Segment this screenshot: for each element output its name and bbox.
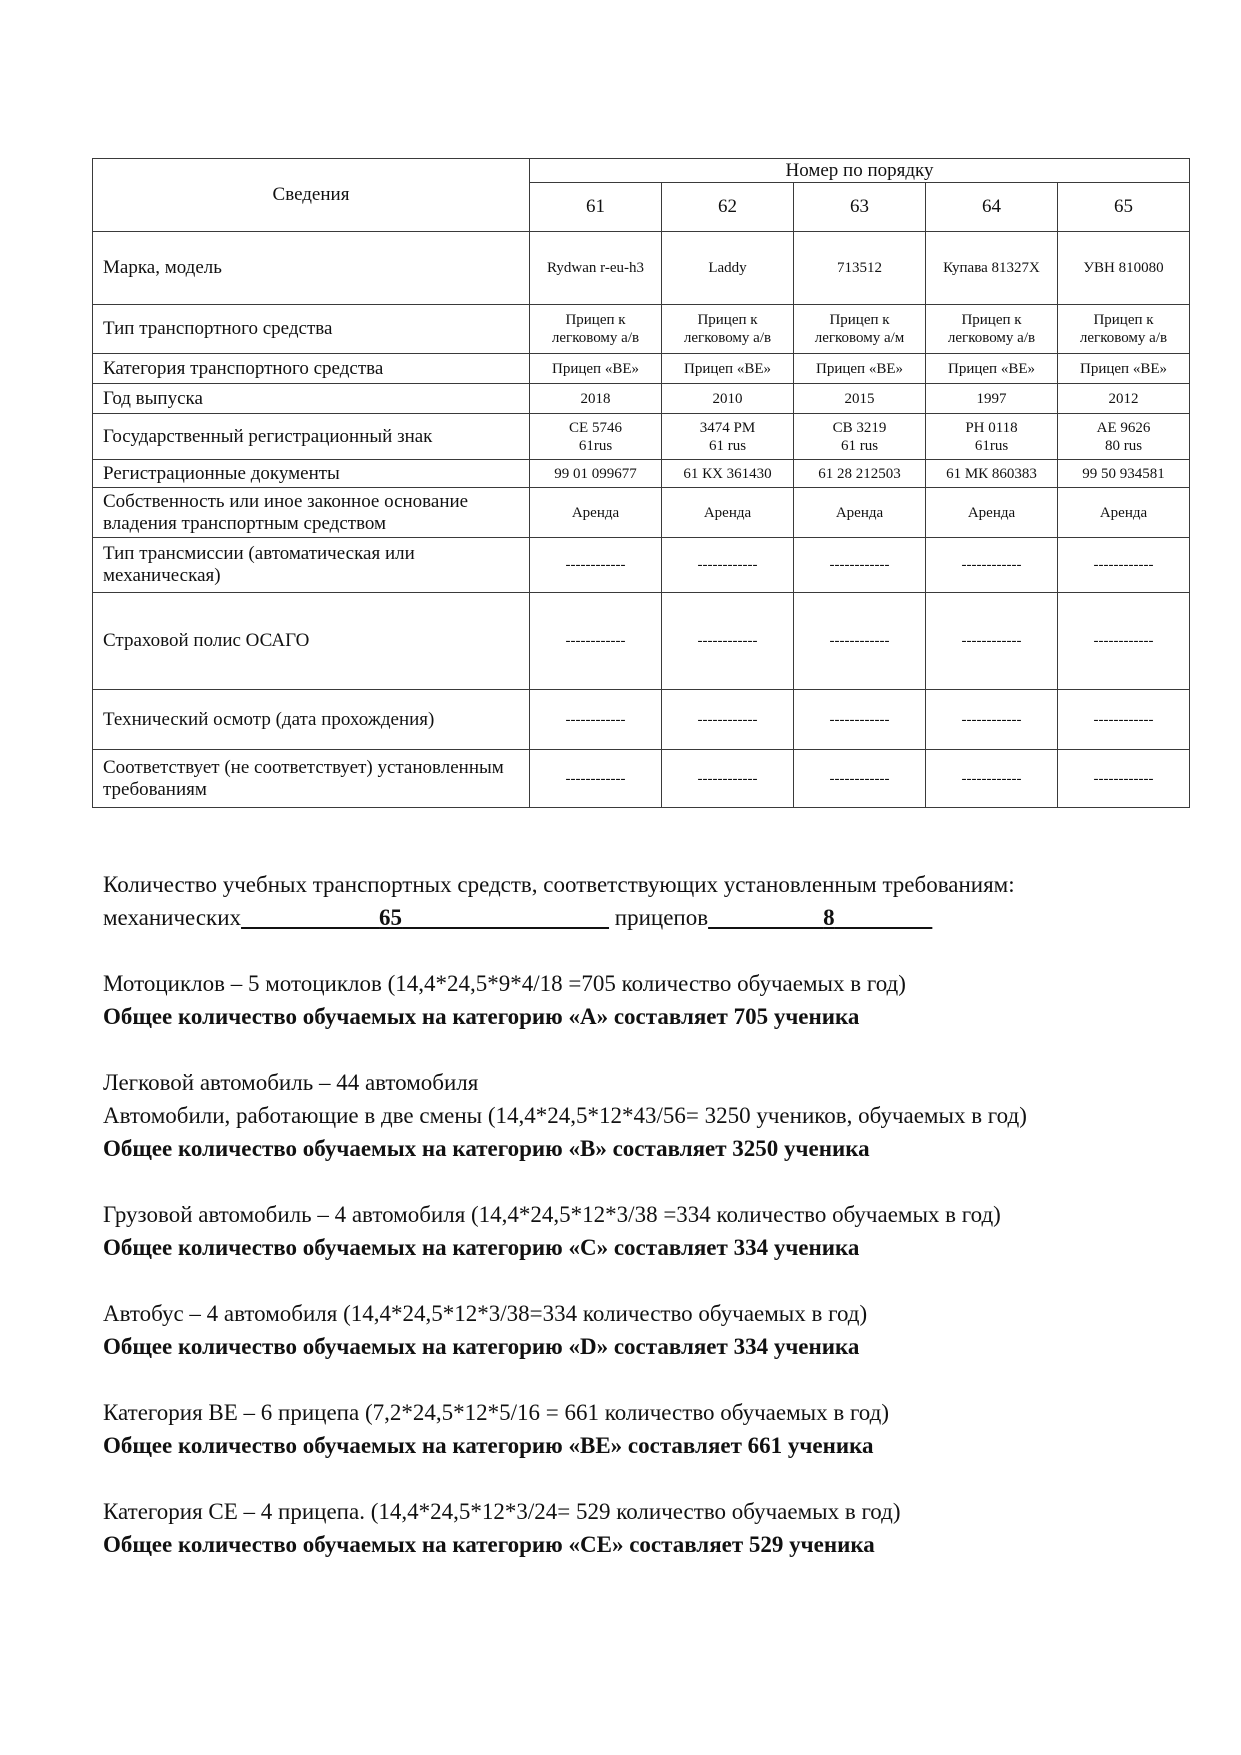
- cell-value: ------------: [829, 633, 890, 649]
- cell-value: Прицеп к: [829, 312, 890, 328]
- car-block: [103, 1066, 1183, 1165]
- cell-value: Прицеп «ВЕ»: [1080, 360, 1167, 377]
- cell-value: 61rus: [974, 437, 1009, 454]
- row-value-cell: [926, 538, 1058, 593]
- row-value-cell: [926, 305, 1058, 354]
- row-value-cell: [530, 460, 662, 488]
- cell-value: легковому а/м: [814, 330, 905, 346]
- column-number: 65: [1058, 183, 1190, 232]
- cell-value: ------------: [829, 770, 890, 787]
- table-row: [93, 460, 1190, 488]
- row-value-cell: [926, 750, 1058, 808]
- row-label: Марка, модель: [93, 232, 530, 305]
- cell-value: легковому а/в: [551, 330, 640, 346]
- cell-value: Прицеп к: [697, 312, 758, 328]
- row-label: Тип трансмиссии (автоматическая или механическая): [93, 538, 530, 593]
- row-value-cell: [662, 690, 794, 750]
- cell-value: СВ 3219: [832, 419, 887, 436]
- cell-value: Прицеп к: [565, 312, 626, 328]
- row-value-cell: [794, 488, 926, 538]
- row-value-cell: [926, 354, 1058, 384]
- row-value-cell: [530, 690, 662, 750]
- row-value-cell: [530, 593, 662, 690]
- cell-value: ------------: [961, 770, 1022, 787]
- row-value-cell: [662, 384, 794, 414]
- row-value-cell: [794, 593, 926, 690]
- cell-value: ------------: [697, 557, 758, 573]
- column-number: 64: [926, 183, 1058, 232]
- truck-line: Грузовой автомобиль – 4 автомобиля (14,4*24,5*12*3/38 =334 количество обучаемых в год): [103, 1202, 1001, 1227]
- cell-value: ------------: [565, 711, 626, 728]
- row-value-cell: [794, 690, 926, 750]
- cell-value: ------------: [1093, 711, 1154, 728]
- cell-value: 61 28 212503: [818, 465, 901, 482]
- cell-value: УВН 810080: [1083, 260, 1164, 276]
- table-row: [93, 414, 1190, 460]
- row-label: Технический осмотр (дата прохождения): [93, 690, 530, 750]
- row-value-cell: [530, 354, 662, 384]
- column-number: 63: [794, 183, 926, 232]
- bus-total: Общее количество обучаемых на категорию «D» составляет 334 ученика: [103, 1334, 860, 1359]
- cell-value: 2010: [712, 390, 743, 407]
- cell-value: ------------: [565, 633, 626, 649]
- row-value-cell: [1058, 414, 1190, 460]
- header-row-1: [93, 159, 1190, 183]
- row-value-cell: [926, 690, 1058, 750]
- row-value-cell: [1058, 750, 1190, 808]
- row-label: Год выпуска: [93, 384, 530, 414]
- row-value-cell: [530, 384, 662, 414]
- car-total: Общее количество обучаемых на категорию «В» составляет 3250 ученика: [103, 1136, 870, 1161]
- count-title: Количество учебных транспортных средств, соответствующих установленным требованиям:: [103, 872, 1015, 897]
- cell-value: Прицеп к: [1093, 312, 1154, 328]
- summary-section: [103, 868, 1183, 1594]
- row-label: Страховой полис ОСАГО: [93, 593, 530, 690]
- cell-value: Прицеп к: [961, 312, 1022, 328]
- cell-value: РН 0118: [965, 419, 1018, 436]
- trailers-value-field: [708, 905, 932, 930]
- row-value-cell: [1058, 460, 1190, 488]
- cell-value: Аренда: [1099, 504, 1148, 521]
- table-row: [93, 354, 1190, 384]
- moto-block: [103, 967, 1183, 1033]
- trailers-label: прицепов: [614, 905, 709, 930]
- car-line-2: Автомобили, работающие в две смены (14,4*24,5*12*43/56= 3250 учеников, обучаемых в год): [103, 1103, 1027, 1128]
- row-value-cell: [530, 232, 662, 305]
- cell-value: 61 rus: [708, 437, 747, 454]
- cell-value: Прицеп «ВЕ»: [816, 360, 903, 377]
- row-value-cell: [662, 232, 794, 305]
- cell-value: легковому а/в: [1079, 330, 1168, 346]
- row-value-cell: [926, 488, 1058, 538]
- row-value-cell: [926, 232, 1058, 305]
- row-value-cell: [662, 488, 794, 538]
- cell-value: 2018: [580, 390, 611, 407]
- row-label: Категория транспортного средства: [93, 354, 530, 384]
- row-value-cell: [794, 232, 926, 305]
- moto-line: Мотоциклов – 5 мотоциклов (14,4*24,5*9*4/18 =705 количество обучаемых в год): [103, 971, 906, 996]
- row-value-cell: [530, 414, 662, 460]
- row-value-cell: [1058, 690, 1190, 750]
- mech-value-field: [241, 905, 609, 930]
- cell-value: ------------: [697, 770, 758, 787]
- row-value-cell: [662, 354, 794, 384]
- table-row: [93, 593, 1190, 690]
- row-value-cell: [794, 354, 926, 384]
- cell-value: 61 rus: [840, 437, 879, 454]
- row-value-cell: [1058, 305, 1190, 354]
- ce-line: Категория СЕ – 4 прицепа. (14,4*24,5*12*3/24= 529 количество обучаемых в год): [103, 1499, 901, 1524]
- row-value-cell: [1058, 354, 1190, 384]
- table-row: [93, 305, 1190, 354]
- cell-value: Аренда: [835, 504, 884, 521]
- cell-value: Аренда: [967, 504, 1016, 521]
- cell-value: ------------: [829, 557, 890, 573]
- row-value-cell: [794, 538, 926, 593]
- table-row: [93, 690, 1190, 750]
- cell-value: Прицеп «ВЕ»: [684, 360, 771, 377]
- mech-value: 65: [379, 905, 403, 930]
- cell-value: ------------: [1093, 770, 1154, 787]
- mech-label: механических: [103, 905, 242, 930]
- truck-total: Общее количество обучаемых на категорию «С» составляет 334 ученика: [103, 1235, 860, 1260]
- ce-block: [103, 1495, 1183, 1561]
- cell-value: Аренда: [571, 504, 620, 521]
- column-number: 61: [530, 183, 662, 232]
- cell-value: ------------: [697, 633, 758, 649]
- row-value-cell: [794, 414, 926, 460]
- row-value-cell: [926, 384, 1058, 414]
- cell-value: ------------: [1093, 557, 1154, 573]
- cell-value: ------------: [961, 633, 1022, 649]
- row-value-cell: [662, 750, 794, 808]
- row-value-cell: [926, 593, 1058, 690]
- cell-value: 2015: [844, 390, 875, 407]
- table-row: [93, 538, 1190, 593]
- cell-value: 61 КХ 361430: [683, 465, 772, 482]
- row-value-cell: [794, 305, 926, 354]
- ce-total: Общее количество обучаемых на категорию «СЕ» составляет 529 ученика: [103, 1532, 875, 1557]
- row-value-cell: [530, 538, 662, 593]
- row-value-cell: [794, 750, 926, 808]
- row-label: Государственный регистрационный знак: [93, 414, 530, 460]
- table-row: [93, 750, 1190, 808]
- cell-value: Прицеп «ВЕ»: [948, 360, 1035, 377]
- be-block: [103, 1396, 1183, 1462]
- cell-value: 3474 РМ: [699, 419, 756, 436]
- be-line: Категория ВЕ – 6 прицепа (7,2*24,5*12*5/16 = 661 количество обучаемых в год): [103, 1400, 890, 1425]
- table-row: [93, 384, 1190, 414]
- cell-value: АЕ 9626: [1096, 419, 1151, 436]
- row-value-cell: [530, 305, 662, 354]
- cell-value: 61 МК 860383: [946, 465, 1037, 482]
- row-value-cell: [926, 414, 1058, 460]
- cell-value: 2012: [1108, 390, 1139, 407]
- cell-value: 99 01 099677: [554, 465, 637, 482]
- cell-value: ------------: [961, 711, 1022, 728]
- cell-value: ------------: [697, 711, 758, 728]
- row-value-cell: [1058, 538, 1190, 593]
- be-total: Общее количество обучаемых на категорию «ВЕ» составляет 661 ученика: [103, 1433, 874, 1458]
- row-label: Собственность или иное законное основание владения транспортным средством: [93, 488, 530, 538]
- bus-block: [103, 1297, 1183, 1363]
- trailers-value: 8: [823, 905, 835, 930]
- row-value-cell: [1058, 488, 1190, 538]
- cell-value: Прицеп «ВЕ»: [552, 360, 639, 377]
- column-number: 62: [662, 183, 794, 232]
- cell-value: легковому а/в: [947, 330, 1036, 346]
- cell-value: 713512: [837, 260, 882, 276]
- row-value-cell: [926, 460, 1058, 488]
- order-header: Номер по порядку: [530, 159, 1190, 183]
- row-value-cell: [1058, 384, 1190, 414]
- row-label: Тип транспортного средства: [93, 305, 530, 354]
- cell-value: легковому а/в: [683, 330, 772, 346]
- cell-value: Laddy: [708, 260, 747, 276]
- moto-total: Общее количество обучаемых на категорию «А» составляет 705 ученика: [103, 1004, 860, 1029]
- row-value-cell: [794, 460, 926, 488]
- cell-value: ------------: [829, 711, 890, 728]
- row-value-cell: [794, 384, 926, 414]
- cell-value: Rydwan r-eu-h3: [547, 260, 644, 276]
- row-value-cell: [1058, 593, 1190, 690]
- cell-value: Аренда: [703, 504, 752, 521]
- row-value-cell: [662, 460, 794, 488]
- vehicle-count-block: [103, 868, 1183, 934]
- cell-value: 61rus: [578, 437, 613, 454]
- truck-block: [103, 1198, 1183, 1264]
- car-line-1: Легковой автомобиль – 44 автомобиля: [103, 1070, 479, 1095]
- cell-value: ------------: [1093, 633, 1154, 649]
- table-row: [93, 488, 1190, 538]
- row-value-cell: [1058, 232, 1190, 305]
- cell-value: ------------: [565, 770, 626, 787]
- row-value-cell: [530, 750, 662, 808]
- row-label: Соответствует (не соответствует) установленным требованиям: [93, 750, 530, 808]
- row-value-cell: [662, 538, 794, 593]
- row-value-cell: [662, 305, 794, 354]
- info-header: Сведения: [93, 159, 530, 232]
- bus-line: Автобус – 4 автомобиля (14,4*24,5*12*3/38=334 количество обучаемых в год): [103, 1301, 868, 1326]
- cell-value: 80 rus: [1104, 437, 1143, 454]
- row-value-cell: [662, 593, 794, 690]
- vehicle-info-table: [92, 158, 1190, 808]
- row-value-cell: [662, 414, 794, 460]
- cell-value: СЕ 5746: [569, 419, 622, 436]
- cell-value: 99 50 934581: [1082, 465, 1165, 482]
- cell-value: ------------: [961, 557, 1022, 573]
- row-label: Регистрационные документы: [93, 460, 530, 488]
- cell-value: Купава 81327Х: [943, 260, 1040, 276]
- table-row: [93, 232, 1190, 305]
- count-line: [103, 901, 1183, 934]
- cell-value: 1997: [976, 390, 1007, 407]
- cell-value: ------------: [565, 557, 626, 573]
- row-value-cell: [530, 488, 662, 538]
